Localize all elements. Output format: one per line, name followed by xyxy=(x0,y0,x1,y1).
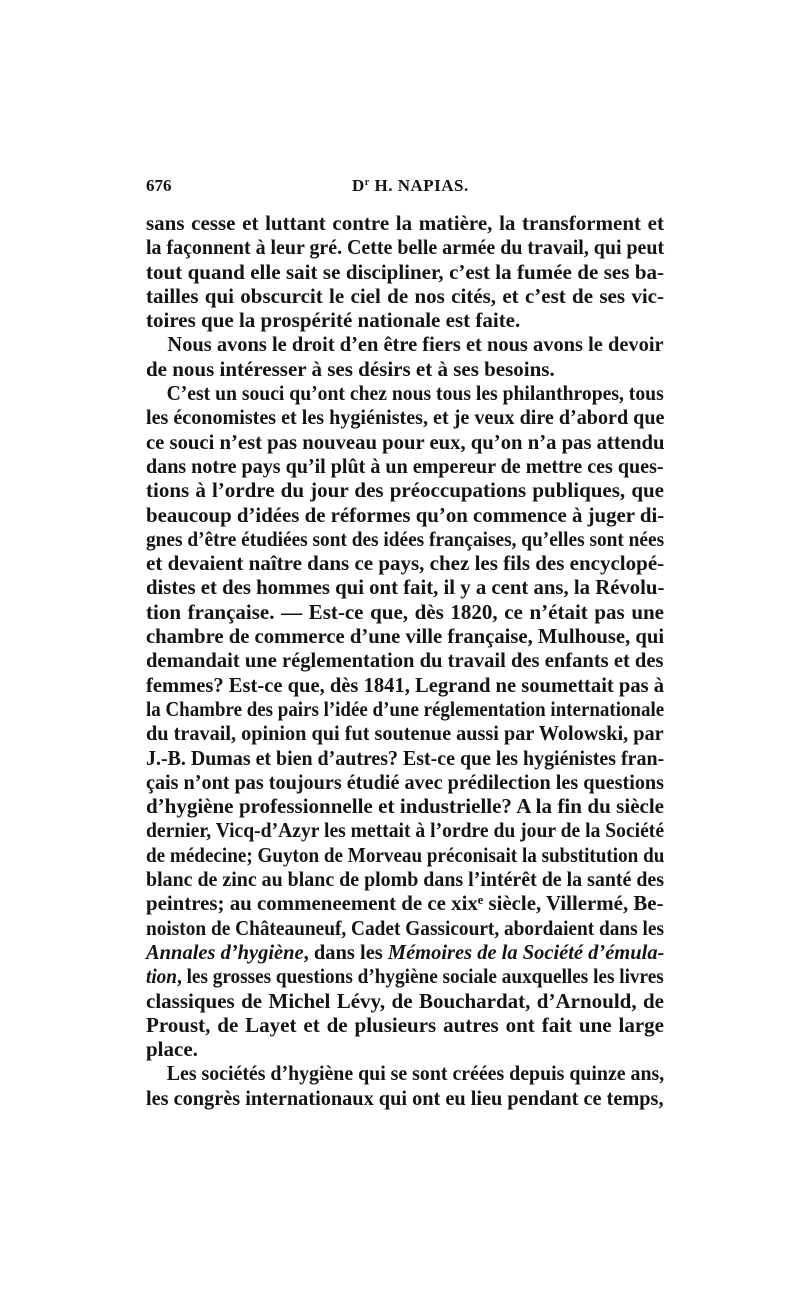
text-line: peintres; au commeneement de ce xixᵉ siècle, Villermé, Be- xyxy=(146,891,664,916)
author-prefix-superscript: r xyxy=(364,177,370,188)
text-line: beaucoup d’idées de réformes qu’on commence à juger di- xyxy=(146,502,665,527)
text-line: J.-B. Dumas et bien d’autres? Est-ce que les hygiénistes fran- xyxy=(146,745,665,770)
text-line: Annales d’hygiène, dans les Mémoires de la Société d’émula- xyxy=(146,939,665,964)
text-line: tailles qui obscurcit le ciel de nos cités, et c’est de ses vic- xyxy=(146,283,664,308)
text-line: Nous avons le droit d’en être fiers et nous avons le devoir xyxy=(167,332,664,357)
text-line: classiques de Michel Lévy, de Bouchardat, d’Arnould, de xyxy=(146,988,664,1013)
author-prefix: D xyxy=(352,176,365,195)
text-line: dans notre pays qu’il plût à un empereur de mettre ces ques- xyxy=(146,453,664,478)
italic-title: tion xyxy=(146,964,177,989)
text-line: sans cesse et luttant contre la matière, la transforment et xyxy=(146,211,664,235)
text-line: distes et des hommes qui ont fait, il y a cent ans, la Révolu- xyxy=(146,575,665,600)
body-text xyxy=(146,211,664,1110)
text-line: femmes? Est-ce que, dès 1841, Legrand ne soumettait pas à xyxy=(146,672,665,697)
text-line: noiston de Châteauneuf, Cadet Gassicourt, abordaient dans les xyxy=(146,915,665,940)
text-line: les économistes et les hygiénistes, et je veux dire d’abord que xyxy=(146,405,665,430)
text-line: de nous intéresser à ses désirs et à ses besoins. xyxy=(146,356,555,381)
text-line: tout quand elle sait se discipliner, c’est la fumée de ses ba- xyxy=(146,259,664,284)
text-line: tions à l’ordre du jour des préoccupations publiques, que xyxy=(146,478,664,503)
text-line: la façonnent à leur gré. Cette belle armée du travail, qui peut xyxy=(146,235,665,260)
text-line: Proust, de Layet et de plusieurs autres ont fait une large xyxy=(146,1012,664,1037)
text-line: Les sociétés d’hygiène qui se sont créées depuis quinze ans, xyxy=(166,1061,665,1086)
italic-title: Annales d’hygiène xyxy=(146,939,304,964)
text-line: tion française. — Est-ce que, dès 1820, ce n’était pas une xyxy=(146,599,664,624)
text-line: les congrès internationaux qui ont eu lieu pendant ce temps, xyxy=(146,1085,664,1110)
page-number: 676 xyxy=(146,176,172,195)
italic-title: Mémoires de la Société d’émula- xyxy=(387,939,665,964)
text-line: place. xyxy=(146,1037,198,1062)
running-head-title xyxy=(352,176,469,196)
text-line: de médecine; Guyton de Morveau préconisait la substitution du xyxy=(146,842,665,867)
text-line: tion, les grosses questions d’hygiène sociale auxquelles les livres xyxy=(146,964,664,989)
text-line: çais n’ont pas toujours étudié avec prédilection les questions xyxy=(146,769,664,794)
text-line: d’hygiène professionnelle et industrielle? A la fin du siècle xyxy=(146,794,664,819)
text-line: C’est un souci qu’ont chez nous tous les philanthropes, tous xyxy=(166,381,664,406)
running-header xyxy=(146,176,660,200)
text-line: demandait une réglementation du travail des enfants et des xyxy=(146,648,664,673)
text-line: chambre de commerce d’une ville française, Mulhouse, qui xyxy=(146,624,665,649)
text-line: toires que la prospérité nationale est faite. xyxy=(146,308,521,333)
text-line: blanc de zinc au blanc de plomb dans l’intérêt de la santé des xyxy=(146,867,665,892)
text-line: la Chambre des pairs l’idée d’une réglementation internationale xyxy=(146,696,665,721)
text-line: et devaient naître dans ce pays, chez les fils des encyclopé- xyxy=(146,551,665,576)
author-name: H. NAPIAS. xyxy=(369,176,469,195)
text-line: dernier, Vicq-d’Azyr les mettait à l’ordre du jour de la Société xyxy=(146,818,665,843)
text-line: ce souci n’est pas nouveau pour eux, qu’on n’a pas attendu xyxy=(146,429,665,454)
text-line: du travail, opinion qui fut soutenue aussi par Wolowski, par xyxy=(146,721,664,746)
text-line: gnes d’être étudiées sont des idées françaises, qu’elles sont nées xyxy=(146,526,665,551)
